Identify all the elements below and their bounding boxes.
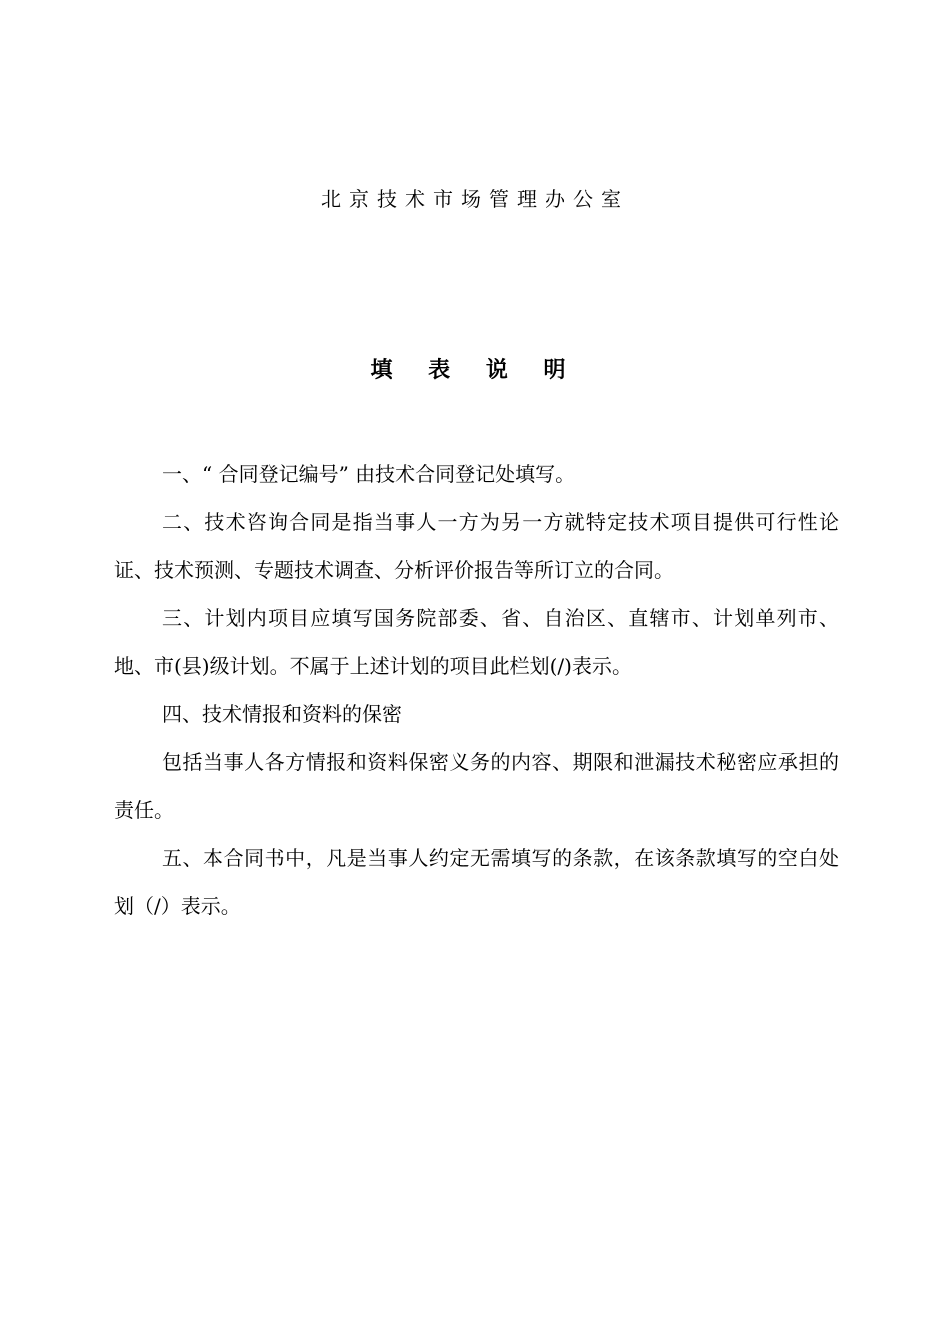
instruction-paragraph-1: 一、“ 合同登记编号” 由技术合同登记处填写。: [162, 462, 576, 486]
issuer-name: 北京技术市场管理办公室: [321, 187, 629, 211]
instruction-paragraph-5: 包括当事人各方情报和资料保密义务的内容、期限和泄漏技术秘密应承担的责任。: [114, 750, 839, 822]
instruction-paragraph-3: 三、计划内项目应填写国务院部委、省、自治区、直辖市、计划单列市、地、市(县)级计划。不属于上述计划的项目此栏划(/)表示。: [114, 606, 839, 678]
instructions-body: [114, 450, 839, 930]
instruction-paragraph-4: 四、技术情报和资料的保密: [162, 702, 402, 726]
page-title: 填 表 说 明: [370, 358, 580, 383]
instruction-paragraph-2: 二、技术咨询合同是指当事人一方为另一方就特定技术项目提供可行性论证、技术预测、专题技术调查、分析评价报告等所订立的合同。: [114, 510, 839, 582]
instruction-paragraph-6: 五、本合同书中，凡是当事人约定无需填写的条款，在该条款填写的空白处划（/）表示。: [114, 846, 839, 918]
